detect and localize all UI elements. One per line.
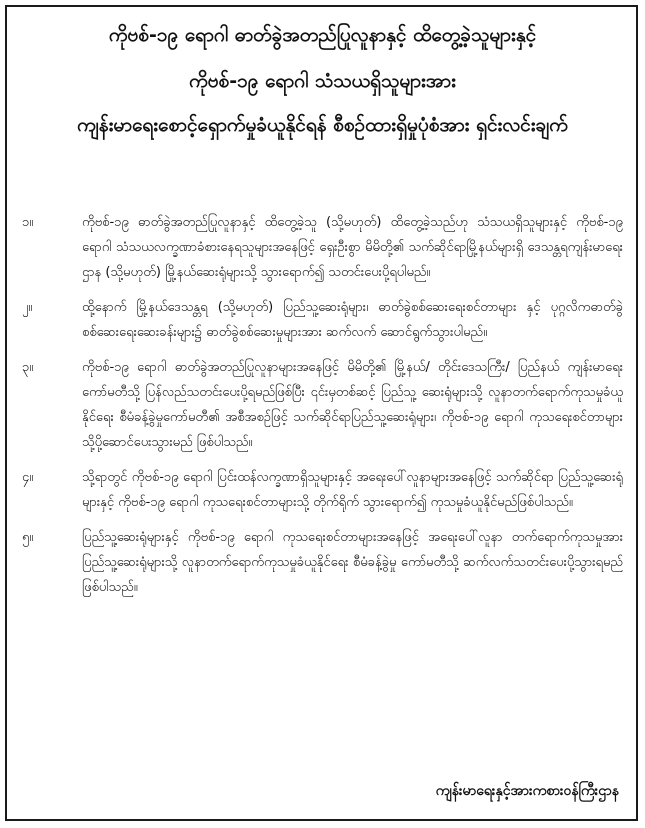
item-number: ၃။ xyxy=(22,360,34,375)
list-item xyxy=(22,355,623,455)
ministry-signature: ကျန်းမာရေးနှင့်အားကစားဝန်ကြီးဌာန xyxy=(435,783,619,799)
item-number: ၅။ xyxy=(22,530,34,545)
item-number: ၁။ xyxy=(22,215,34,230)
numbered-list xyxy=(22,210,623,610)
title-line-3: ကျန်းမာရေးစောင့်ရှောက်မှုခံယူနိုင်ရန် စီစဉ်ထားရှိမှုပုံစံအား ရှင်းလင်းချက် xyxy=(77,114,568,136)
list-item xyxy=(22,525,623,600)
item-text: ကိုဗစ်-၁၉ ဓာတ်ခွဲအတည်ပြုလူနာနှင့် ထိတွေ့ခဲ့သူ (သို့မဟုတ်) ထိတွေ့ခဲ့သည်ဟု သံသယရှိသူများနှင့် ကိုဗစ်-၁၉ ရောဂါ သံသယလက္ခဏာခံစားနေရသူများအနေဖြင့် ရှေးဦးစွာ မိမိတို့၏ သက်ဆိုင်ရာမြို့နယ်များရှိ ဒေသန္တရကျန်းမာရေးဌာန (သို့မဟုတ်) မြို့နယ်ဆေးရုံများသို့ သွားရောက်၍ သတင်းပေးပို့ရပါမည်။ xyxy=(82,215,623,280)
item-text: ထို့နောက် မြို့နယ်ဒေသန္တရ (သို့မဟုတ်) ပြည်သူ့ဆေးရုံများ၊ ဓာတ်ခွဲစစ်ဆေးရေးစင်တာများ နှင့် ပုဂ္ဂလိကဓာတ်ခွဲစစ်ဆေးရေးဆေးခန်းများ၌ ဓာတ်ခွဲစစ်ဆေးမှုများအား ဆက်လက် ဆောင်ရွက်သွားပါမည်။ xyxy=(82,300,623,340)
item-number: ၂။ xyxy=(22,300,33,315)
list-item xyxy=(22,295,623,345)
item-text: ပြည်သူ့ဆေးရုံများနှင့် ကိုဗစ်-၁၉ ရောဂါ ကုသရေးစင်တာများအနေဖြင့် အရေးပေါ်လူနာ တက်ရောက်ကုသမှုအား ပြည်သူ့ဆေးရုံများသို့ လူနာတက်ရောက်ကုသမှုခံယူနိုင်ရေး စီမံခန့်ခွဲမှု ကော်မတီသို့ ဆက်လက်သတင်းပေးပို့သွားရမည် ဖြစ်ပါသည်။ xyxy=(82,530,623,595)
item-text: သို့ရာတွင် ကိုဗစ်-၁၉ ရောဂါ ပြင်းထန်လက္ခဏာရှိသူများနှင့် အရေးပေါ်လူနာများအနေဖြင့် သက်ဆိုင်ရာ ပြည်သူ့ဆေးရုံများနှင့် ကိုဗစ်-၁၉ ရောဂါ ကုသရေးစင်တာများသို့ တိုက်ရိုက် သွားရောက်၍ ကုသမှုခံယူနိုင်မည်ဖြစ်ပါသည်။ xyxy=(82,470,623,510)
list-item xyxy=(22,465,623,515)
item-text: ကိုဗစ်-၁၉ ရောဂါ ဓာတ်ခွဲအတည်ပြုလူနာများအနေဖြင့် မိမိတို့၏ မြို့နယ်/ တိုင်းဒေသကြီး/ ပြည်နယ် ကျန်းမာရေးကော်မတီသို့ ပြန်လည်သတင်းပေးပို့ရမည်ဖြစ်ပြီး ၎င်းမှတစ်ဆင့် ပြည်သူ့ ဆေးရုံများသို့ လူနာတက်ရောက်ကုသမှုခံယူနိုင်ရေး စီမံခန့်ခွဲမှုကော်မတီ၏ အစီအစဉ်ဖြင့် သက်ဆိုင်ရာပြည်သူ့ဆေးရုံများ၊ ကိုဗစ်-၁၉ ရောဂါ ကုသရေးစင်တာများသို့ပို့ဆောင်ပေးသွားမည် ဖြစ်ပါသည်။ xyxy=(82,360,623,450)
title-line-1: ကိုဗစ်-၁၉ ရောဂါ ဓာတ်ခွဲအတည်ပြုလူနာနှင့် ထိတွေ့ခဲ့သူများနှင့် xyxy=(108,24,537,46)
list-item xyxy=(22,210,623,285)
title-block xyxy=(10,22,635,158)
title-line-2: ကိုဗစ်-၁၉ ရောဂါ သံသယရှိသူများအား xyxy=(189,70,456,92)
item-number: ၄။ xyxy=(22,470,34,485)
